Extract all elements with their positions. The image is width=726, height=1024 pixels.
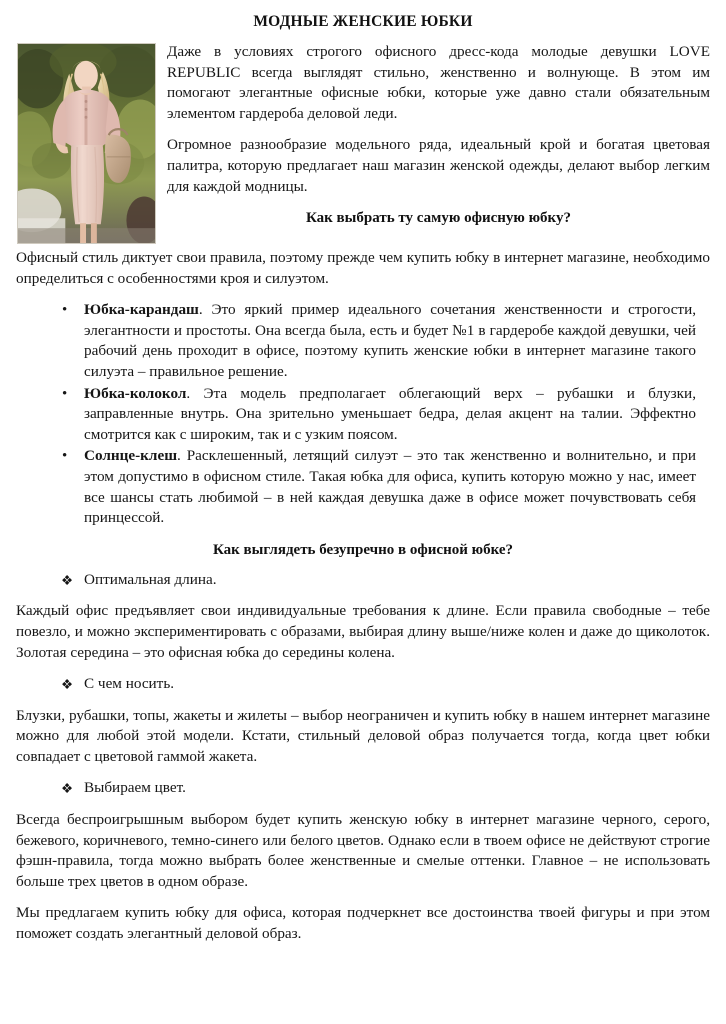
subsection-label: Оптимальная длина.: [84, 570, 217, 588]
subsection-label: Выбираем цвет.: [84, 779, 186, 797]
subsection-paragraph: Всегда беспроигрышным выбором будет купить женскую юбку в интернет магазине черного, серого, бежевого, коричневого, темно-синего или белого цветов. Однако если в твоем офисе не действуют строгие фэшн-правила, тогда можно выбрать более женственные и смелые оттенки. Главное – не использовать больше трех цветов в одном образе.: [16, 811, 710, 890]
list-item-text: . Эта модель предполагает облегающий верх – рубашки и блузки, заправленные внутрь. Она зрительно уменьшает бедра, делая акцент на талии. Эффектно смотрится как с широким, так и с узким поясом.: [84, 384, 696, 443]
subsection-what-to-wear: [16, 674, 710, 767]
hero-image-illustration: [18, 44, 155, 243]
diamond-bullet-icon: ❖: [61, 781, 74, 797]
list-item-lead: Солнце-клеш: [84, 447, 178, 465]
bullet-icon: •: [62, 448, 68, 465]
list-item: [16, 446, 710, 528]
bullet-icon: •: [62, 385, 68, 402]
closing-paragraph: Мы предлагаем купить юбку для офиса, которая подчеркнет все достоинства твоей фигуры и при этом поможет создать элегантный деловой образ.: [16, 904, 710, 943]
subsection-optimal-length: [16, 570, 710, 663]
bullet-icon: •: [62, 302, 68, 319]
subsection-label-row: [16, 674, 710, 695]
list-item: [16, 300, 710, 382]
list-item-text: . Расклешенный, летящий силуэт – это так женственно и волнительно, и при этом допустимо в офисном стиле. Такая юбка для офиса, купить которую можно у нас, имеет все шансы стать любимой – в ней каждая девушка даже в офисе может почувствовать себя принцессой.: [84, 447, 696, 527]
subsection-label: С чем носить.: [84, 675, 175, 693]
list-item-text: . Это яркий пример идеального сочетания женственности и строгости, элегантности и простоты. Она всегда была, есть и будет №1 в гардеробе каждой девушки, чей рабочий день проходит в офисе, поэтому купить женские юбки в интернет магазине такого силуэта – правильное решение.: [84, 301, 696, 380]
intro-paragraph-1: Даже в условиях строгого офисного дресс-кода молодые девушки LOVE REPUBLIC всегда выглядят стильно, женственно и волнующе. В этом им помогают элегантные офисные юбки, которые уже давно стали обязательным элементом гардероба деловой леди.: [167, 43, 710, 122]
subsection-paragraph: Блузки, рубашки, топы, жакеты и жилеты – выбор неограничен и купить юбку в нашем интернет магазине можно для любой этой модели. Кстати, стильный деловой образ получается тогда, когда цвет юбки совпадает с цветовой гаммой жакета.: [16, 706, 710, 765]
subsection-paragraph: Каждый офис предъявляет свои индивидуальные требования к длине. Если правила свободные – тебе повезло, и можно экспериментировать с образами, выбирая длину выше/ниже колен и даже до щиколоток. Золотая середина – это офисная юбка до середины колена.: [16, 602, 710, 661]
hero-image: [17, 43, 156, 244]
section-1-heading: Как выбрать ту самую офисную юбку?: [305, 210, 571, 227]
page-title: МОДНЫЕ ЖЕНСКИЕ ЮБКИ: [253, 13, 473, 30]
subsection-label-row: [16, 570, 710, 591]
diamond-bullet-icon: ❖: [61, 572, 74, 588]
skirt-types-list: [16, 300, 710, 529]
list-item: [16, 384, 710, 446]
list-item-lead: Юбка-колокол: [84, 384, 187, 402]
intro-paragraph-2: Огромное разнообразие модельного ряда, идеальный крой и богатая цветовая палитра, которую предлагает наш магазин женской одежды, делают выбор легким для каждой модницы.: [167, 136, 710, 195]
diamond-bullet-icon: ❖: [61, 677, 74, 693]
subsection-label-row: [16, 778, 710, 799]
section-1-intro-paragraph: Офисный стиль диктует свои правила, поэтому прежде чем купить юбку в интернет магазине, необходимо определиться с особенностями кроя и силуэтом.: [16, 249, 710, 287]
subsection-choosing-color: [16, 778, 710, 892]
section-2-heading: Как выглядеть безупречно в офисной юбке?: [212, 541, 513, 558]
list-item-lead: Юбка-карандаш: [84, 301, 199, 319]
